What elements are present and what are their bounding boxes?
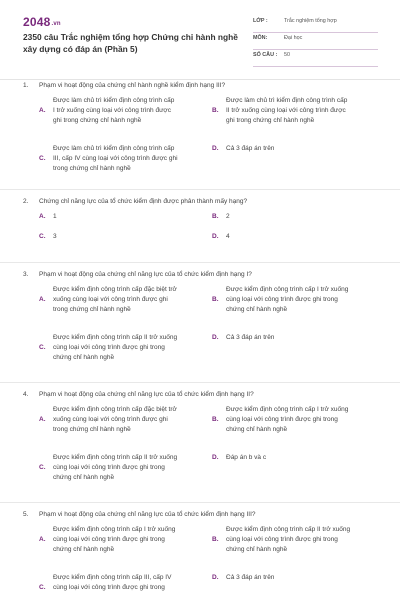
option-text-line: 2: [226, 213, 230, 220]
question-separator: [0, 189, 400, 190]
question-prompt: Phạm vi hoạt động của chứng chỉ năng lực của tổ chức kiểm định hạng I?: [39, 271, 252, 278]
option-text-line: trong chứng chỉ hành nghề: [53, 306, 131, 313]
option-text-line: II trở xuống cùng loại với công trình được: [226, 107, 346, 114]
option-text-line: chứng chỉ hành nghề: [226, 546, 288, 553]
option-letter: C.: [39, 464, 46, 471]
option-text-line: Được kiểm định công trình cấp III, cấp IV: [53, 574, 172, 581]
option-text-line: Cả 3 đáp án trên: [226, 145, 275, 152]
option-text-line: I trở xuống cùng loại với công trình được: [53, 107, 171, 114]
meta-table: [253, 16, 378, 67]
option-text-line: chứng chỉ hành nghề: [226, 306, 288, 313]
question-text: [23, 391, 254, 398]
option-letter: D.: [212, 454, 219, 461]
option-text-line: cùng loại với công trình được ghi trong: [226, 416, 338, 423]
meta-key: SỐ CÂU :: [253, 52, 278, 58]
question-number: 1.: [23, 82, 29, 89]
option-text-line: 4: [226, 233, 230, 240]
question-prompt: Chứng chỉ năng lực của tổ chức kiểm định được phân thành mấy hạng?: [39, 198, 248, 205]
option-letter: D.: [212, 334, 219, 341]
option-text-line: 1: [53, 213, 57, 220]
option-letter: C.: [39, 233, 46, 240]
option-text-line: cùng loại với công trình được ghi trong: [53, 584, 165, 591]
option-letter: A.: [39, 107, 46, 114]
question-number: 5.: [23, 511, 29, 518]
option-text-line: cùng loại với công trình được ghi trong: [226, 296, 338, 303]
question-separator: [0, 382, 400, 383]
option-text-line: cùng loại với công trình được ghi trong: [226, 536, 338, 543]
question-prompt: Phạm vi hoạt động của chứng chỉ hành nghề kiểm định hạng III?: [39, 82, 226, 89]
document-header: [0, 0, 400, 78]
option-text-line: Cả 3 đáp án trên: [226, 574, 275, 581]
question-text: [23, 82, 225, 89]
question-separator: [0, 502, 400, 503]
question-prompt: Phạm vi hoạt động của chứng chỉ năng lực của tổ chức kiểm định hạng III?: [39, 511, 256, 518]
option-text-line: Được làm chủ trì kiểm định công trình cấp: [226, 97, 348, 104]
question-text: [23, 271, 252, 278]
meta-key: LỚP :: [253, 18, 268, 24]
option-letter: C.: [39, 584, 46, 591]
option-text-line: cùng loại với công trình được ghi trong: [53, 536, 165, 543]
option-text-line: Được kiểm định công trình cấp I trở xuống: [226, 286, 349, 293]
header-divider: [0, 79, 400, 80]
option-letter: B.: [212, 416, 219, 423]
meta-row-count: [253, 50, 378, 67]
question-separator: [0, 262, 400, 263]
option-text-line: Được kiểm định công trình cấp I trở xuống: [226, 406, 349, 413]
option-text-line: cùng loại với công trình được ghi trong: [53, 344, 165, 351]
option-text-line: Được kiểm định công trình cấp II trở xuống: [53, 454, 178, 461]
option-text-line: chứng chỉ hành nghề: [53, 546, 115, 553]
option-letter: D.: [212, 574, 219, 581]
meta-key: MÔN:: [253, 35, 268, 41]
logo-text: 2048: [23, 15, 51, 29]
option-text-line: chứng chỉ hành nghề: [53, 474, 115, 481]
question-number: 3.: [23, 271, 29, 278]
option-text-line: trong chứng chỉ hành nghề: [53, 165, 131, 172]
option-text-line: Được kiểm định công trình cấp đặc biệt trở: [53, 286, 177, 293]
option-text-line: Được kiểm định công trình cấp đặc biệt trở: [53, 406, 177, 413]
option-letter: A.: [39, 416, 46, 423]
meta-row-subject: [253, 33, 378, 50]
option-text-line: ghi trong chứng chỉ hành nghề: [53, 117, 142, 124]
question-text: [23, 511, 256, 518]
question-text: [23, 198, 247, 205]
option-text-line: Đáp án b và c: [226, 454, 267, 461]
option-text-line: Cả 3 đáp án trên: [226, 334, 275, 341]
option-letter: D.: [212, 145, 219, 152]
option-text-line: chứng chỉ hành nghề: [226, 426, 288, 433]
meta-value: 50: [284, 52, 290, 58]
logo-tld: .vn: [51, 21, 61, 27]
option-text-line: Được kiểm định công trình cấp II trở xuống: [226, 526, 351, 533]
option-text-line: ghi trong chứng chỉ hành nghề: [226, 117, 315, 124]
option-letter: C.: [39, 155, 46, 162]
meta-row-class: [253, 16, 378, 33]
question-number: 2.: [23, 198, 29, 205]
option-letter: A.: [39, 536, 46, 543]
option-text-line: cùng loại với công trình được ghi trong: [53, 464, 165, 471]
meta-value: Trắc nghiệm tổng hợp: [284, 18, 337, 24]
option-letter: C.: [39, 344, 46, 351]
option-text-line: xuống cùng loại với công trình được ghi: [53, 296, 168, 303]
option-letter: B.: [212, 107, 219, 114]
option-text-line: Được làm chủ trì kiểm định công trình cấp: [53, 97, 175, 104]
meta-value: Đại học: [284, 35, 303, 41]
option-text-line: Được làm chủ trì kiểm định công trình cấp: [53, 145, 175, 152]
option-text-line: Được kiểm định công trình cấp I trở xuống: [53, 526, 176, 533]
option-letter: B.: [212, 213, 219, 220]
option-letter: B.: [212, 536, 219, 543]
option-letter: D.: [212, 233, 219, 240]
question-prompt: Phạm vi hoạt động của chứng chỉ năng lực của tổ chức kiểm định hạng II?: [39, 391, 254, 398]
option-letter: A.: [39, 213, 46, 220]
question-number: 4.: [23, 391, 29, 398]
option-text-line: Được kiểm định công trình cấp II trở xuống: [53, 334, 178, 341]
option-letter: A.: [39, 296, 46, 303]
document-title: 2350 câu Trắc nghiệm tổng hợp Chứng chỉ hành nghề xây dựng có đáp án (Phần 5): [23, 32, 238, 54]
option-text-line: xuống cùng loại với công trình được ghi: [53, 416, 168, 423]
option-text-line: trong chứng chỉ hành nghề: [53, 426, 131, 433]
option-text-line: 3: [53, 233, 57, 240]
option-text-line: chứng chỉ hành nghề: [53, 354, 115, 361]
option-text-line: III, cấp IV cùng loại với công trình được ghi: [53, 155, 178, 162]
site-logo[interactable]: [23, 15, 61, 29]
option-letter: B.: [212, 296, 219, 303]
